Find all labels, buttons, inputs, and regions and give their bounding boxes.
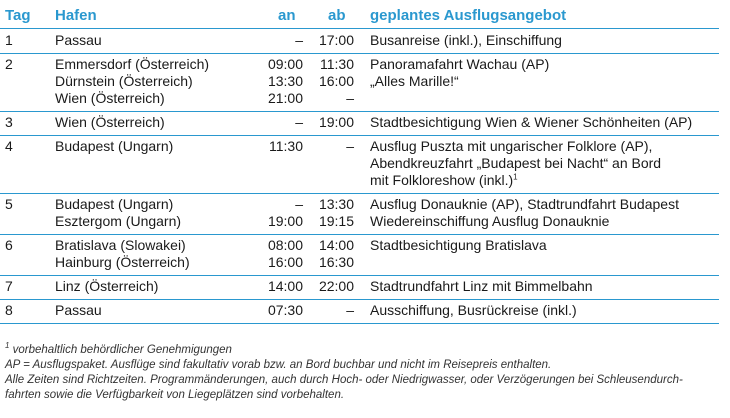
port-name [55, 302, 102, 319]
port-name-text: Esztergom (Ungarn) [55, 213, 182, 229]
excursion-text [370, 237, 547, 254]
arrival-time [269, 172, 303, 189]
port-name [55, 172, 173, 189]
departure-time [319, 114, 354, 131]
excursion-text-column [370, 138, 661, 189]
excursion-text [370, 138, 661, 155]
day-number: 1 [5, 32, 13, 48]
table-row [0, 299, 719, 324]
excursion-text-column [370, 56, 549, 107]
excursion-text-text: Ausflug Puszta mit ungarischer Folklore (AP), [370, 138, 653, 154]
arrival-time [269, 138, 303, 155]
departure-time-column [346, 302, 354, 319]
arrival-time [268, 56, 303, 73]
port-name [55, 114, 165, 131]
arrival-time [295, 114, 303, 131]
day-number: 7 [5, 278, 13, 294]
port-name-text: Emmersdorf (Österreich) [55, 56, 210, 72]
excursion-text [370, 172, 661, 189]
excursion-text-column [370, 302, 577, 319]
arrival-time-text: 16:00 [267, 254, 303, 270]
excursion-text-column [370, 237, 547, 271]
port-name-text: Passau [55, 32, 102, 48]
departure-time-column [319, 56, 354, 107]
port-name-text: Bratislava (Slowakei) [55, 237, 186, 253]
arrival-time [268, 254, 303, 271]
departure-time [319, 32, 354, 49]
port-name-column [55, 32, 102, 49]
footnote-ap: AP = Ausflugspaket. Ausflüge sind fakultativ vorab bzw. an Bord buchbar und nicht im Reisepreis enthalten. [5, 359, 552, 371]
departure-time [319, 90, 354, 107]
day-number: 3 [5, 114, 13, 130]
departure-time [319, 213, 354, 230]
excursion-text [370, 56, 549, 73]
departure-time-text: 14:00 [318, 237, 354, 253]
excursion-text [370, 302, 577, 319]
port-name [55, 32, 102, 49]
departure-time-text: 11:30 [320, 56, 354, 72]
footnote-times-2: fahrten sowie die Verfügbarkeit von Liegeplätzen sind vorbehalten. [5, 389, 345, 401]
departure-time-column [319, 237, 354, 271]
port-name-column [55, 278, 158, 295]
port-name [55, 90, 209, 107]
arrival-time-text: 07:30 [267, 302, 303, 318]
arrival-time-column [268, 56, 303, 107]
excursion-text [370, 278, 593, 295]
departure-time [346, 155, 354, 172]
departure-time [319, 254, 354, 271]
departure-time-text: – [346, 138, 354, 154]
port-name [55, 138, 173, 155]
footnote-1-marker: 1 [5, 341, 10, 351]
port-name [55, 196, 181, 213]
day-number: 8 [5, 302, 13, 318]
port-name-text: Hainburg (Österreich) [55, 254, 190, 270]
port-name-text: Budapest (Ungarn) [55, 138, 174, 154]
departure-time [319, 73, 354, 90]
arrival-time-text: 14:00 [267, 278, 303, 294]
header-tag: Tag [5, 7, 31, 24]
port-name-text: Wien (Österreich) [55, 90, 165, 106]
port-name [55, 73, 209, 90]
table-row [0, 135, 719, 194]
departure-time-column [346, 138, 354, 189]
departure-time-column [319, 278, 354, 295]
port-name [55, 278, 158, 295]
footnote-1 [5, 343, 720, 358]
arrival-time-column [295, 114, 303, 131]
arrival-time [268, 73, 303, 90]
arrival-time-text: 21:00 [267, 90, 303, 106]
excursion-text-text: Panoramafahrt Wachau (AP) [370, 56, 550, 72]
arrival-time-text: 08:00 [267, 237, 303, 253]
departure-time-text: 16:30 [318, 254, 354, 270]
excursion-text-text: Busanreise (inkl.), Einschiffung [370, 32, 562, 48]
header-plan: geplantes Ausflugsangebot [370, 7, 567, 24]
arrival-time [269, 155, 303, 172]
arrival-time-column [268, 237, 303, 271]
departure-time [346, 302, 354, 319]
departure-time [319, 56, 354, 73]
day-number: 4 [5, 138, 13, 154]
arrival-time-column [269, 138, 303, 189]
port-name-text: Passau [55, 302, 102, 318]
footnote-1-text: vorbehaltlich behördlicher Genehmigungen [9, 344, 232, 356]
arrival-time-text: – [295, 196, 303, 212]
port-name-column [55, 237, 190, 271]
excursion-text-text: Ausschiffung, Busrückreise (inkl.) [370, 302, 577, 318]
table-row [0, 193, 719, 235]
port-name-text: Linz (Österreich) [55, 278, 159, 294]
excursion-text-column [370, 196, 679, 230]
header-an: an [278, 7, 296, 24]
arrival-time [268, 237, 303, 254]
table-row [0, 53, 719, 112]
departure-time [319, 237, 354, 254]
excursion-text [370, 90, 549, 107]
table-row [0, 29, 719, 54]
departure-time-column [319, 32, 354, 49]
arrival-time [268, 278, 303, 295]
port-name [55, 254, 190, 271]
excursion-text-text: Stadtbesichtigung Bratislava [370, 237, 547, 253]
arrival-time [295, 32, 303, 49]
departure-time-text: 16:00 [318, 73, 354, 89]
excursion-text-text: Ausflug Donauknie (AP), Stadtrundfahrt Budapest [370, 196, 679, 212]
departure-time [319, 196, 354, 213]
excursion-text-text: „Alles Marille!“ [370, 73, 459, 89]
arrival-time-text: 11:30 [269, 138, 303, 154]
excursion-text [370, 196, 679, 213]
departure-time [346, 172, 354, 189]
day-number: 5 [5, 196, 13, 212]
port-name-column [55, 302, 102, 319]
port-name-text: Dürnstein (Österreich) [55, 73, 193, 89]
departure-time [319, 278, 354, 295]
excursion-text [370, 73, 549, 90]
footnote-times-1: Alle Zeiten sind Richtzeiten. Programmänderungen, auch durch Hoch- oder Niedrigwasser, oder Verzögerungen bei Schleusendurch- [5, 374, 683, 386]
arrival-time-text: 19:00 [267, 213, 303, 229]
table-row [0, 234, 719, 276]
excursion-text-column [370, 278, 593, 295]
footnote-marker: 1 [513, 172, 518, 182]
arrival-time [268, 90, 303, 107]
arrival-time-text: – [295, 32, 303, 48]
port-name-column [55, 138, 173, 189]
excursion-text-text: Wiedereinschiffung Ausflug Donauknie [370, 213, 610, 229]
arrival-time-text: – [295, 114, 303, 130]
table-row [0, 111, 719, 136]
port-name [55, 155, 173, 172]
port-name-text: Budapest (Ungarn) [55, 196, 174, 212]
excursion-text-text: Abendkreuzfahrt „Budapest bei Nacht“ an Bord [370, 155, 662, 171]
footnotes [5, 343, 720, 403]
excursion-text-text: Stadtbesichtigung Wien & Wiener Schönheiten (AP) [370, 114, 693, 130]
day-number: 2 [5, 56, 13, 72]
excursion-text [370, 114, 692, 131]
departure-time-text: 17:00 [318, 32, 354, 48]
arrival-time [268, 213, 303, 230]
departure-time-text: – [346, 90, 354, 106]
port-name [55, 56, 209, 73]
arrival-time-text: 13:30 [267, 73, 303, 89]
arrival-time [268, 302, 303, 319]
arrival-time-column [268, 302, 303, 319]
excursion-text [370, 254, 547, 271]
excursion-text [370, 155, 661, 172]
arrival-time-text: 09:00 [267, 56, 303, 72]
header-ab: ab [328, 7, 346, 24]
table-row [0, 275, 719, 300]
excursion-text [370, 213, 679, 230]
port-name [55, 213, 181, 230]
port-name-column [55, 114, 165, 131]
excursion-text [370, 32, 562, 49]
port-name-text: Wien (Österreich) [55, 114, 165, 130]
excursion-text-column [370, 114, 692, 131]
port-name [55, 237, 190, 254]
departure-time-text: 19:00 [318, 114, 354, 130]
departure-time-column [319, 196, 354, 230]
departure-time-text: 22:00 [318, 278, 354, 294]
arrival-time-column [268, 278, 303, 295]
departure-time-text: 19:15 [318, 213, 354, 229]
arrival-time [268, 196, 303, 213]
departure-time-text: – [346, 302, 354, 318]
port-name-column [55, 56, 209, 107]
port-name-column [55, 196, 181, 230]
header-hafen: Hafen [55, 7, 97, 24]
departure-time [346, 138, 354, 155]
arrival-time-column [295, 32, 303, 49]
excursion-text-text: Stadtrundfahrt Linz mit Bimmelbahn [370, 278, 593, 294]
excursion-text-column [370, 32, 562, 49]
excursion-text-text: mit Folkloreshow (inkl.) [370, 172, 514, 188]
departure-time-column [319, 114, 354, 131]
arrival-time-column [268, 196, 303, 230]
day-number: 6 [5, 237, 13, 253]
departure-time-text: 13:30 [318, 196, 354, 212]
